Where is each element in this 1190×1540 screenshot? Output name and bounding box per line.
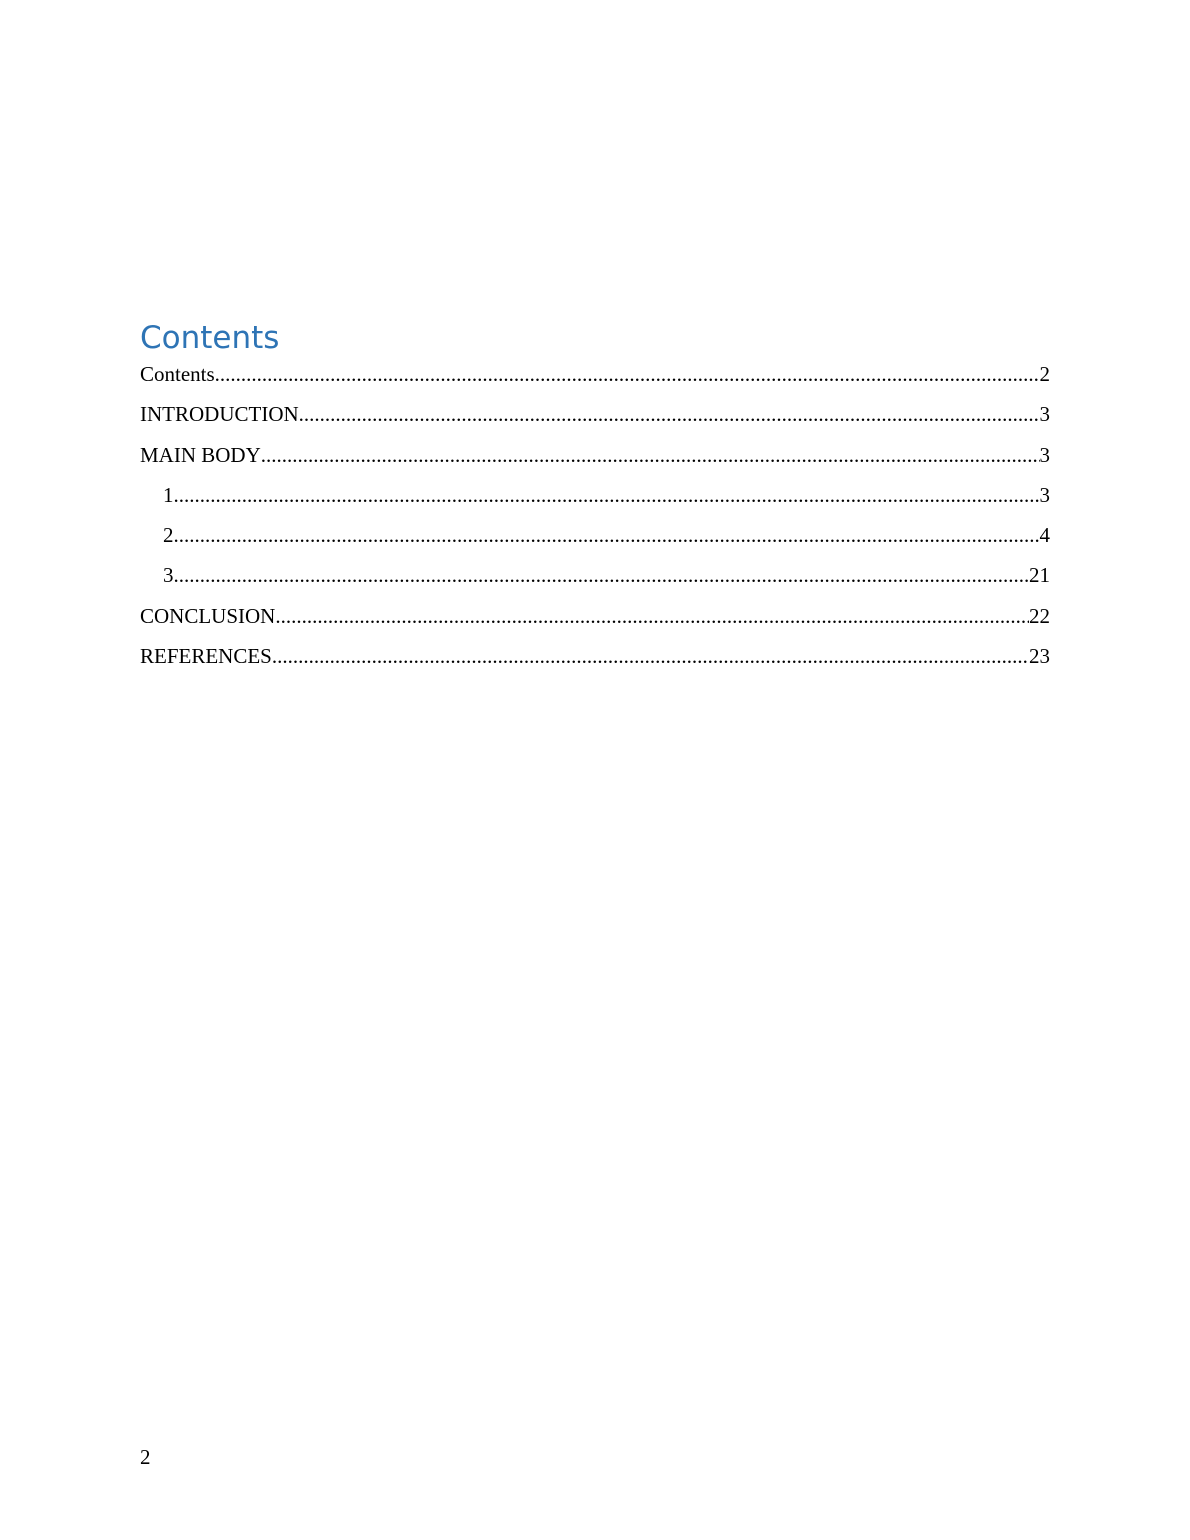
toc-entry-page: 3 [1039,402,1050,427]
toc-entry-label: 1. [163,482,179,507]
toc-entry-page: 4 [1039,523,1050,548]
dot-leader [272,641,1029,671]
toc-entry-main-body[interactable] [140,440,1050,480]
dot-leader [179,560,1029,590]
dot-leader [275,601,1029,631]
toc-entry-section-2[interactable] [140,520,1050,560]
toc-entry-references[interactable] [140,641,1050,681]
toc-entry-label: 3. [163,563,179,588]
toc-entry-page: 21 [1029,563,1050,588]
toc-entry-page: 23 [1029,644,1050,669]
dot-leader [261,440,1040,470]
toc-entry-label: CONCLUSION [140,603,276,628]
toc-entry-label: Contents [140,362,215,386]
toc-entry-section-3[interactable] [140,560,1050,600]
toc-entry-page: 3 [1039,482,1050,507]
toc-entry-page: 3 [1039,442,1050,467]
dot-leader [299,399,1040,429]
table-of-contents [140,359,1050,681]
toc-heading: Contents [140,320,280,356]
dot-leader [179,480,1040,510]
toc-entry-page: 2 [1039,362,1050,386]
toc-entry-conclusion[interactable] [140,601,1050,641]
dot-leader [179,520,1040,550]
toc-entry-label: INTRODUCTION [140,402,299,427]
toc-entry-label: REFERENCES [140,644,272,669]
toc-entry-label: 2. [163,523,179,548]
dot-leader [215,359,1040,389]
page-number: 2 [140,1445,151,1469]
toc-entry-introduction[interactable] [140,399,1050,439]
toc-entry-contents[interactable] [140,359,1050,399]
toc-entry-section-1[interactable] [140,480,1050,520]
toc-entry-page: 22 [1029,603,1050,628]
toc-entry-label: MAIN BODY [140,442,261,467]
